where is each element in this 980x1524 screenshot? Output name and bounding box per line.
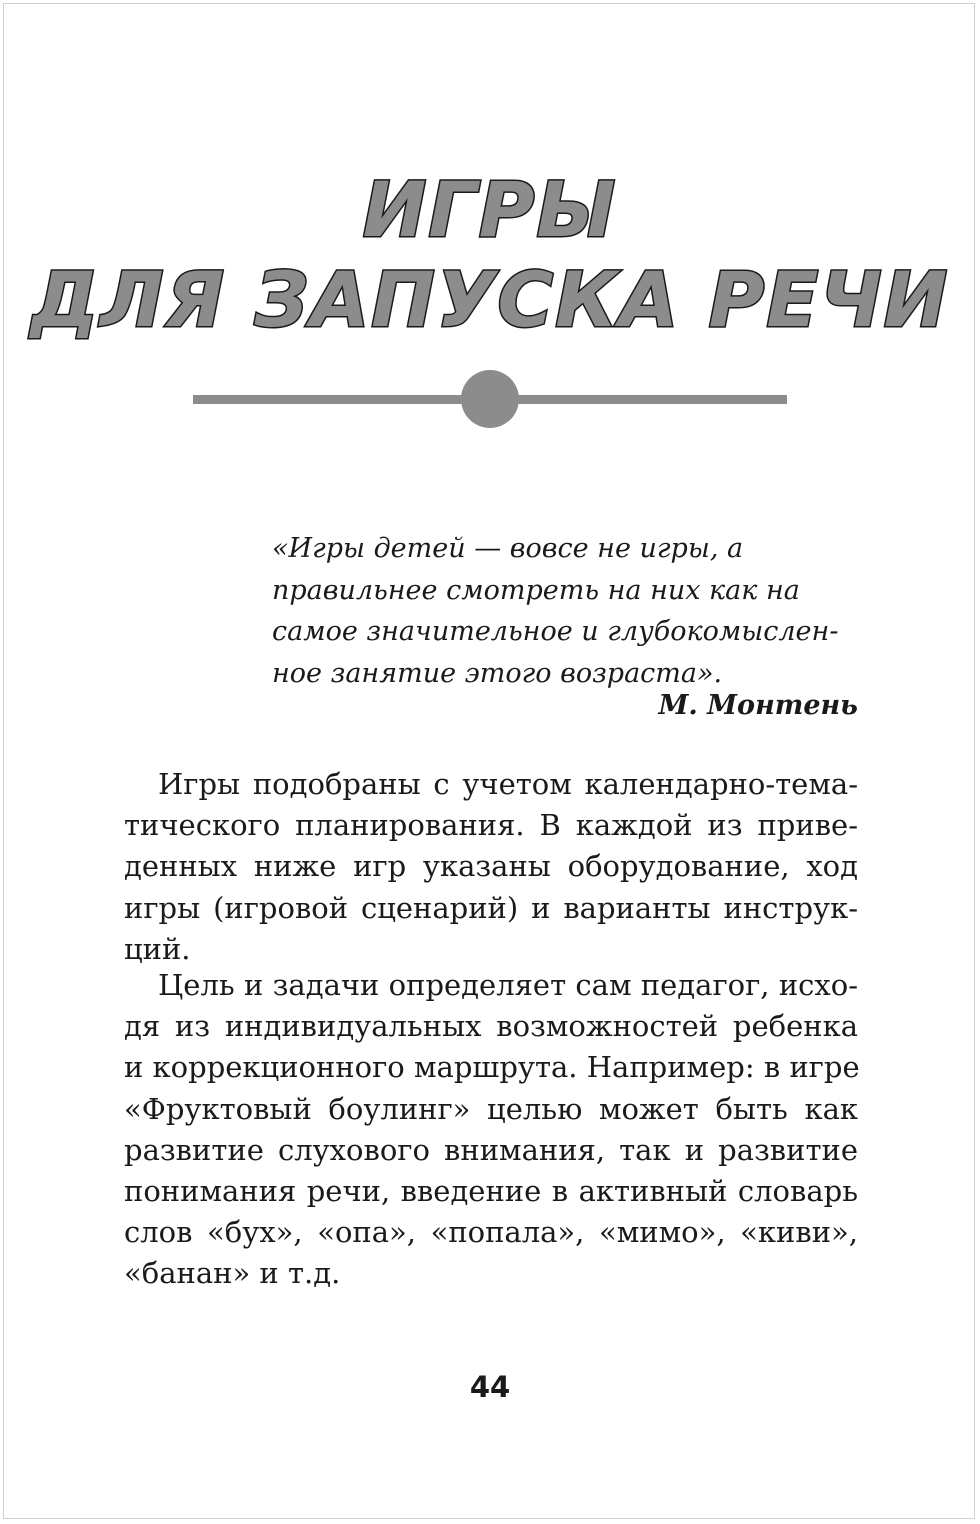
paragraph-line: слов «бух», «опа», «попала», «мимо», «киви», bbox=[124, 1215, 858, 1250]
paragraph-line: дя из индивидуальных возможностей ребенка bbox=[124, 1009, 858, 1044]
epigraph-quote bbox=[272, 528, 858, 694]
chapter-title-line-1: ИГРЫ bbox=[362, 165, 618, 254]
quote-author: М. Монтень bbox=[658, 690, 858, 721]
paragraph-line: ций. bbox=[124, 931, 191, 966]
paragraph-line: понимания речи, введение в активный словарь bbox=[124, 1174, 858, 1209]
paragraph-1 bbox=[124, 764, 858, 970]
quote-line: правильнее смотреть на них как на bbox=[272, 574, 800, 606]
page-number: 44 bbox=[469, 1370, 511, 1404]
divider-line-right bbox=[515, 395, 787, 404]
quote-line: «Игры детей — вовсе не игры, а bbox=[272, 533, 744, 564]
paragraph-line: денных ниже игр указаны оборудование, ход bbox=[124, 849, 858, 884]
quote-line: самое значительное и глубокомыслен- bbox=[272, 616, 839, 647]
paragraph-line: игры (игровой сценарий) и варианты инструк- bbox=[124, 890, 858, 925]
chapter-title-line-2: ДЛЯ ЗАПУСКА РЕЧИ bbox=[30, 255, 950, 344]
divider-circle bbox=[461, 370, 519, 428]
paragraph-line: и коррекционного маршрута. Например: в игре bbox=[124, 1050, 860, 1085]
quote-line: ное занятие этого возраста». bbox=[272, 657, 723, 689]
paragraph-line: развитие слухового внимания, так и развитие bbox=[124, 1132, 858, 1167]
divider-line-left bbox=[193, 395, 465, 404]
paragraph-line: Игры подобраны с учетом календарно-тема- bbox=[158, 767, 858, 801]
paragraph-line: тического планирования. В каждой из приве- bbox=[124, 808, 858, 843]
paragraph-line: «Фруктовый боулинг» целью может быть как bbox=[124, 1091, 858, 1126]
paragraph-line: Цель и задачи определяет сам педагог, исхо- bbox=[158, 968, 858, 1002]
paragraph-2 bbox=[124, 965, 858, 1295]
paragraph-line: «банан» и т.д. bbox=[124, 1256, 341, 1291]
title-divider-ornament bbox=[193, 368, 787, 430]
